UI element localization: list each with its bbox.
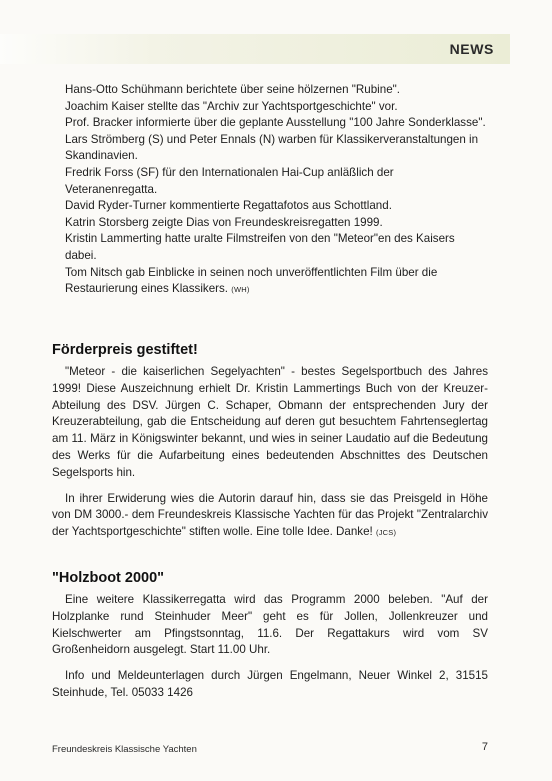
footer-publication: Freundeskreis Klassische Yachten	[52, 744, 197, 755]
section-title: Förderpreis gestiftet!	[52, 342, 198, 358]
section-holzboot	[52, 570, 488, 702]
author-signature: (JCS)	[376, 528, 397, 538]
list-item: Kristin Lammerting hatte uralte Filmstreifen von den "Meteor"en des Kaisers dabei.	[65, 232, 455, 262]
list-item: David Ryder-Turner kommentierte Regattafotos aus Schottland.	[65, 199, 392, 213]
section-foerderpreis	[52, 342, 488, 542]
section-body	[52, 364, 488, 542]
page-header-title: NEWS	[449, 41, 494, 57]
list-item: Joachim Kaiser stellte das "Archiv zur Yachtsportgeschichte" vor.	[65, 99, 398, 113]
header-band	[0, 34, 510, 64]
footer-page-number: 7	[481, 741, 488, 753]
list-item: Hans-Otto Schühmann berichtete über seine hölzernen "Rubine".	[65, 83, 400, 96]
section-body	[52, 592, 488, 702]
list-item: Prof. Bracker informierte über die geplante Ausstellung "100 Jahre Sonderklasse".	[65, 116, 486, 130]
paragraph: Eine weitere Klassikerregatta wird das Programm 2000 beleben. "Auf der Holzplanke rund Steinhuder Meer" geht es für Jollen, Jollenkreuzer und Kielschwerter am Pfingstsonntag, 11.6. Der Regattakurs wird vom SV Großenheidorn ausgelegt. Start 11.00 Uhr.	[52, 593, 488, 657]
paragraph	[52, 491, 488, 542]
list-item: Fredrik Forss (SF) für den Internationalen Hai-Cup anläßlich der Veteranenregatta.	[65, 165, 394, 196]
list-item: Katrin Storsberg zeigte Dias von Freundeskreisregatten 1999.	[65, 215, 383, 229]
paragraph: "Meteor - die kaiserlichen Segelyachten" - bestes Segelsportbuch des Jahres 1999! Diese Auszeichnung erhielt Dr. Kristin Lammertings Buch von der Kreuzer-Abteilung des DSV. Jürgen C. Schaper, Obmann der entsprechenden Jury der Kreuzerabteilung, gab die Entscheidung auf deren gut besuchtem Fahrtenseglertag am 11. März in Königswinter bekannt, und wies in seiner Laudatio auf die Bedeutung des Werks für die Aufarbeitung eines bedeutenden Abschnittes des Deutschen Segelsports hin.	[52, 365, 488, 479]
author-signature: (WH)	[231, 285, 250, 295]
paragraph-text: In ihrer Erwiderung wies die Autorin darauf hin, dass sie das Preisgeld in Höhe von DM 3000.- dem Freundeskreis Klassische Yachten für das Projekt "Zentralarchiv der Yachtsportgeschichte" stiften wolle. Eine tolle Idee. Danke!	[52, 491, 488, 539]
list-item: Lars Strömberg (S) und Peter Ennals (N) warben für Klassikerveranstaltungen in Skandinavien.	[65, 132, 479, 163]
paragraph: Info und Meldeunterlagen durch Jürgen Engelmann, Neuer Winkel 2, 31515 Steinhude, Tel. 05033 1426	[52, 669, 488, 699]
section-title: "Holzboot 2000"	[52, 570, 165, 586]
list-item-text: Tom Nitsch gab Einblicke in seinen noch unveröffentlichten Film über die Restaurierung eines Klassikers.	[65, 265, 438, 296]
list-item	[52, 265, 488, 299]
intro-list	[52, 82, 488, 299]
